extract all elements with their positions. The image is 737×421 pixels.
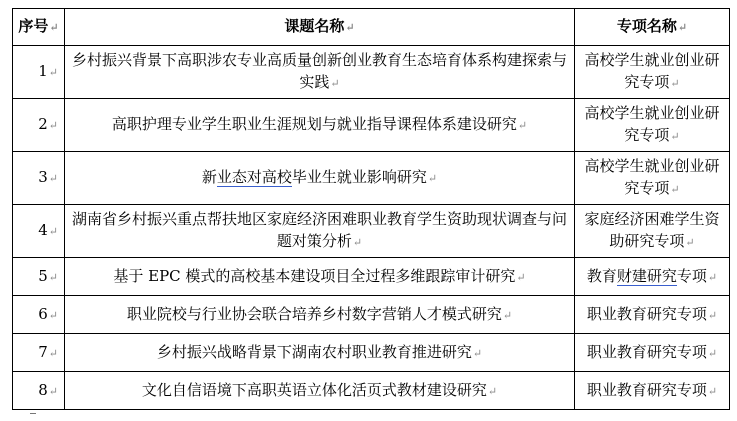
row-title-cell xyxy=(65,152,575,205)
table-row xyxy=(13,46,730,99)
table-row xyxy=(13,99,730,152)
paragraph-mark-icon: ↵ xyxy=(670,183,680,196)
row-category-rest: 专项 xyxy=(676,266,707,285)
row-num: 4 xyxy=(38,221,48,239)
row-category: 高校学生就业创业研究专项 xyxy=(584,157,720,197)
row-num-cell xyxy=(13,334,65,372)
paragraph-mark-icon: ↵ xyxy=(49,21,59,34)
paragraph-mark-icon: ↵ xyxy=(670,77,680,90)
paragraph-mark-icon: ↵ xyxy=(707,308,718,322)
paragraph-mark-icon: ↵ xyxy=(685,236,695,249)
row-title-cell xyxy=(65,296,575,334)
row-num: 5 xyxy=(38,266,48,285)
paragraph-mark-icon: ↵ xyxy=(48,225,58,238)
paragraph-mark-icon: ↵ xyxy=(345,21,355,34)
row-category: 职业教育研究专项 xyxy=(586,380,707,399)
row-category-cell xyxy=(575,334,730,372)
paragraph-mark-icon: ↵ xyxy=(48,308,58,322)
table-row xyxy=(13,334,730,372)
paragraph-mark-icon: ↵ xyxy=(502,308,513,322)
row-category: 职业教育研究专项 xyxy=(586,342,707,361)
table-row xyxy=(13,372,730,410)
row-title: 基于 EPC 模式的高校基本建设项目全过程多维跟踪审计研究 xyxy=(113,266,516,285)
header-num-label: 序号 xyxy=(18,17,49,35)
table-row xyxy=(13,296,730,334)
row-num: 1 xyxy=(38,62,48,80)
row-category-cell xyxy=(575,205,730,258)
row-title-cell xyxy=(65,46,575,99)
paragraph-mark-icon: ↵ xyxy=(48,172,58,185)
row-title-cell xyxy=(65,334,575,372)
row-num-cell xyxy=(13,99,65,152)
row-category: 家庭经济困难学生资助研究专项 xyxy=(584,210,720,250)
table-row xyxy=(13,152,730,205)
page-margin-mark xyxy=(30,413,36,416)
row-num-cell xyxy=(13,46,65,99)
row-title: 乡村振兴战略背景下湖南农村职业教育推进研究 xyxy=(156,342,472,361)
row-title-rest: 毕业生就业影响研究 xyxy=(291,168,427,186)
row-category-cell xyxy=(575,46,730,99)
row-title-cell xyxy=(65,205,575,258)
row-title-cell xyxy=(65,372,575,410)
row-title: 新 xyxy=(201,168,217,186)
spellcheck-underlined-text: 业态对高校 xyxy=(216,168,292,186)
header-title-label: 课题名称 xyxy=(284,17,345,35)
header-category xyxy=(575,9,730,46)
table-row xyxy=(13,258,730,296)
row-category: 教育 xyxy=(586,266,617,285)
row-category: 高校学生就业创业研究专项 xyxy=(584,51,720,91)
row-num-cell xyxy=(13,296,65,334)
row-num-cell xyxy=(13,152,65,205)
row-title: 文化自信语境下高职英语立体化活页式教材建设研究 xyxy=(141,380,487,399)
row-title-cell xyxy=(65,258,575,296)
row-title: 乡村振兴背景下高职涉农专业高质量创新创业教育生态培育体系构建探索与实践 xyxy=(71,51,567,91)
paragraph-mark-icon: ↵ xyxy=(517,119,528,132)
row-category: 高校学生就业创业研究专项 xyxy=(584,104,720,144)
row-title: 湖南省乡村振兴重点帮扶地区家庭经济困难职业教育学生资助现状调查与问题对策分析 xyxy=(71,210,567,250)
spellcheck-underlined-text: 财建研究 xyxy=(616,266,677,285)
row-category-cell xyxy=(575,152,730,205)
table-header-row xyxy=(13,9,730,46)
project-table xyxy=(12,8,730,410)
header-title xyxy=(65,9,575,46)
paragraph-mark-icon: ↵ xyxy=(48,119,58,132)
header-category-label: 专项名称 xyxy=(616,17,677,35)
paragraph-mark-icon: ↵ xyxy=(516,270,526,284)
paragraph-mark-icon: ↵ xyxy=(352,236,363,249)
paragraph-mark-icon: ↵ xyxy=(48,66,58,79)
row-num-cell xyxy=(13,205,65,258)
paragraph-mark-icon: ↵ xyxy=(427,172,438,185)
row-title-cell xyxy=(65,99,575,152)
paragraph-mark-icon: ↵ xyxy=(707,384,718,398)
row-category-cell xyxy=(575,372,730,410)
row-num: 7 xyxy=(38,342,48,361)
row-title: 职业院校与行业协会联合培养乡村数字营销人才模式研究 xyxy=(126,304,502,323)
paragraph-mark-icon: ↵ xyxy=(330,77,340,90)
header-num xyxy=(13,9,65,46)
row-category-cell xyxy=(575,296,730,334)
paragraph-mark-icon: ↵ xyxy=(707,270,718,284)
paragraph-mark-icon: ↵ xyxy=(677,21,688,34)
row-title: 高职护理专业学生职业生涯规划与就业指导课程体系建设研究 xyxy=(111,115,517,133)
paragraph-mark-icon: ↵ xyxy=(670,130,680,143)
row-category-cell xyxy=(575,99,730,152)
row-num: 2 xyxy=(38,115,48,133)
row-category-cell xyxy=(575,258,730,296)
paragraph-mark-icon: ↵ xyxy=(707,346,718,360)
row-num-cell xyxy=(13,258,65,296)
table-row xyxy=(13,205,730,258)
row-num: 6 xyxy=(38,304,48,323)
row-num: 8 xyxy=(38,380,48,399)
paragraph-mark-icon: ↵ xyxy=(472,346,483,360)
paragraph-mark-icon: ↵ xyxy=(487,384,498,398)
row-num: 3 xyxy=(38,168,48,186)
row-category: 职业教育研究专项 xyxy=(586,304,707,323)
paragraph-mark-icon: ↵ xyxy=(48,384,58,398)
row-num-cell xyxy=(13,372,65,410)
paragraph-mark-icon: ↵ xyxy=(48,270,58,284)
paragraph-mark-icon: ↵ xyxy=(48,346,58,360)
